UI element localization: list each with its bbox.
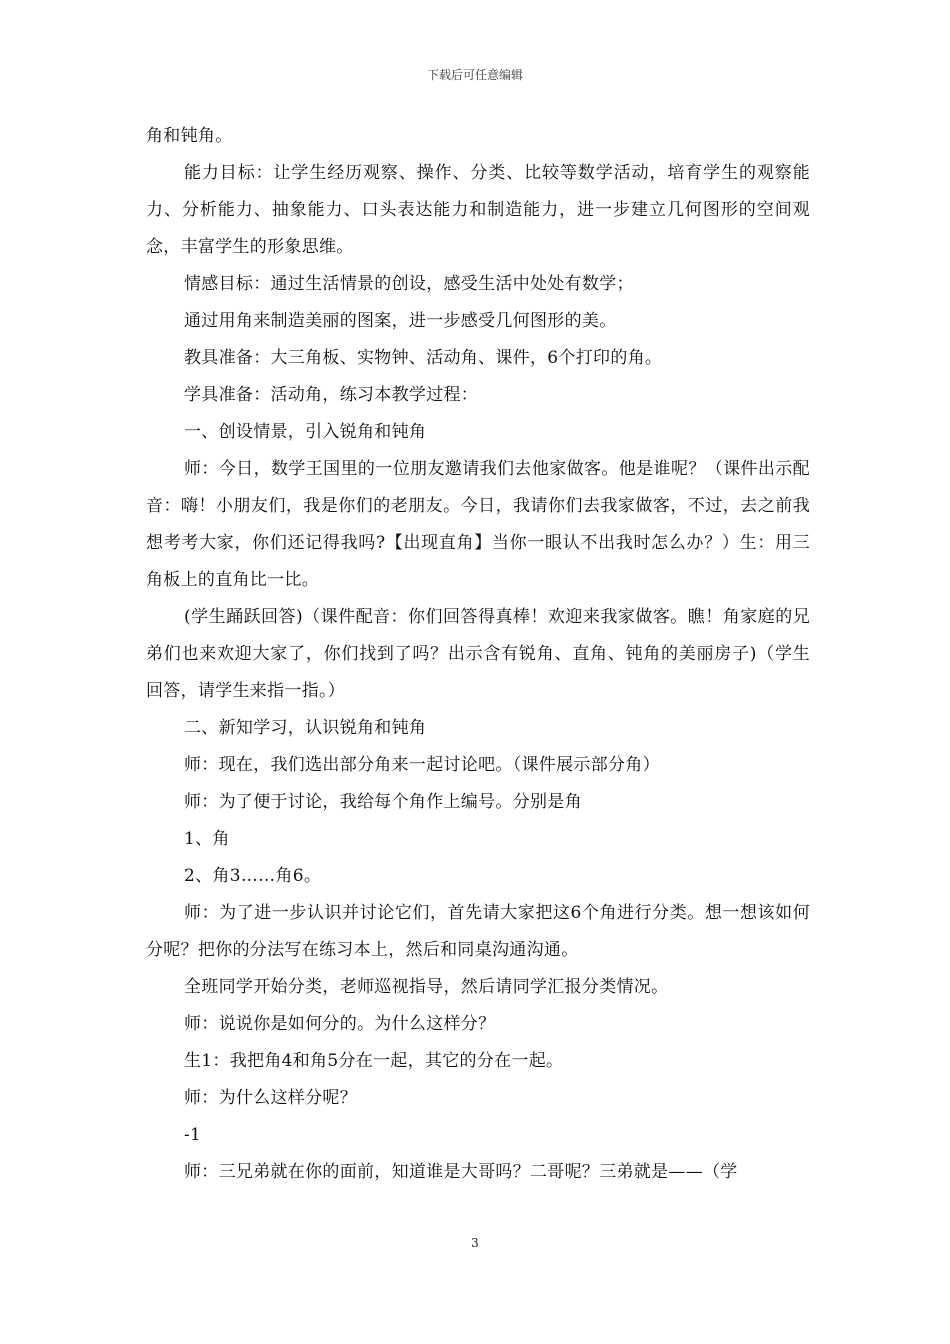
paragraph: 生1：我把角4和角5分在一起，其它的分在一起。	[184, 1051, 564, 1071]
paragraph: 师：为了便于讨论，我给每个角作上编号。分别是角	[184, 792, 582, 812]
paragraph: 教具准备：大三角板、实物钟、活动角、课件，6个打印的角。	[184, 348, 663, 368]
paragraph: 师：说说你是如何分的。为什么这样分？	[184, 1014, 496, 1034]
paragraph: 师：三兄弟就在你的面前，知道谁是大哥吗？二哥呢？三弟就是——（学	[184, 1162, 738, 1182]
document-body	[146, 118, 810, 1191]
paragraph: 角和钝角。	[146, 126, 233, 146]
paragraph: 师：为了进一步认识并讨论它们，首先请大家把这6个角进行分类。想一想该如何分呢？把你的分法写在练习本上，然后和同桌沟通沟通。	[146, 903, 810, 960]
paragraph: 情感目标：通过生活情景的创设，感受生活中处处有数学；	[184, 274, 634, 294]
paragraph: 全班同学开始分类，老师巡视指导，然后请同学汇报分类情况。	[184, 977, 669, 997]
paragraph: 学具准备：活动角，练习本教学过程：	[184, 385, 479, 405]
paragraph: 1、角	[184, 829, 230, 849]
paragraph: 能力目标：让学生经历观察、操作、分类、比较等数学活动，培育学生的观察能力、分析能力、抽象能力、口头表达能力和制造能力，进一步建立几何图形的空间观念，丰富学生的形象思维。	[146, 163, 810, 257]
section-heading: 一、创设情景，引入锐角和钝角	[184, 422, 427, 442]
section-heading: 二、新知学习，认识锐角和钝角	[184, 718, 427, 738]
paragraph: 师：为什么这样分呢？	[184, 1088, 357, 1108]
paragraph: -1	[184, 1125, 202, 1145]
paragraph: 通过用角来制造美丽的图案，进一步感受几何图形的美。	[184, 311, 617, 331]
paragraph: 师：今日，数学王国里的一位朋友邀请我们去他家做客。他是谁呢？（课件出示配音：嗨！小朋友们，我是你们的老朋友。今日，我请你们去我家做客，不过，去之前我想考考大家，你们还记得我吗?【出现直角】当你一眼认不出我时怎么办？）生：用三角板上的直角比一比。	[146, 459, 810, 590]
paragraph: 2、角3……角6。	[184, 866, 322, 886]
page-number: 3	[471, 1236, 479, 1250]
paragraph: (学生踊跃回答)（课件配音：你们回答得真棒！欢迎来我家做客。瞧！角家庭的兄弟们也来欢迎大家了，你们找到了吗？出示含有锐角、直角、钝角的美丽房子)（学生回答，请学生来指一指。）	[146, 607, 810, 701]
page-header: 下载后可任意编辑	[426, 68, 523, 82]
paragraph: 师：现在，我们选出部分角来一起讨论吧。（课件展示部分角）	[184, 755, 660, 775]
